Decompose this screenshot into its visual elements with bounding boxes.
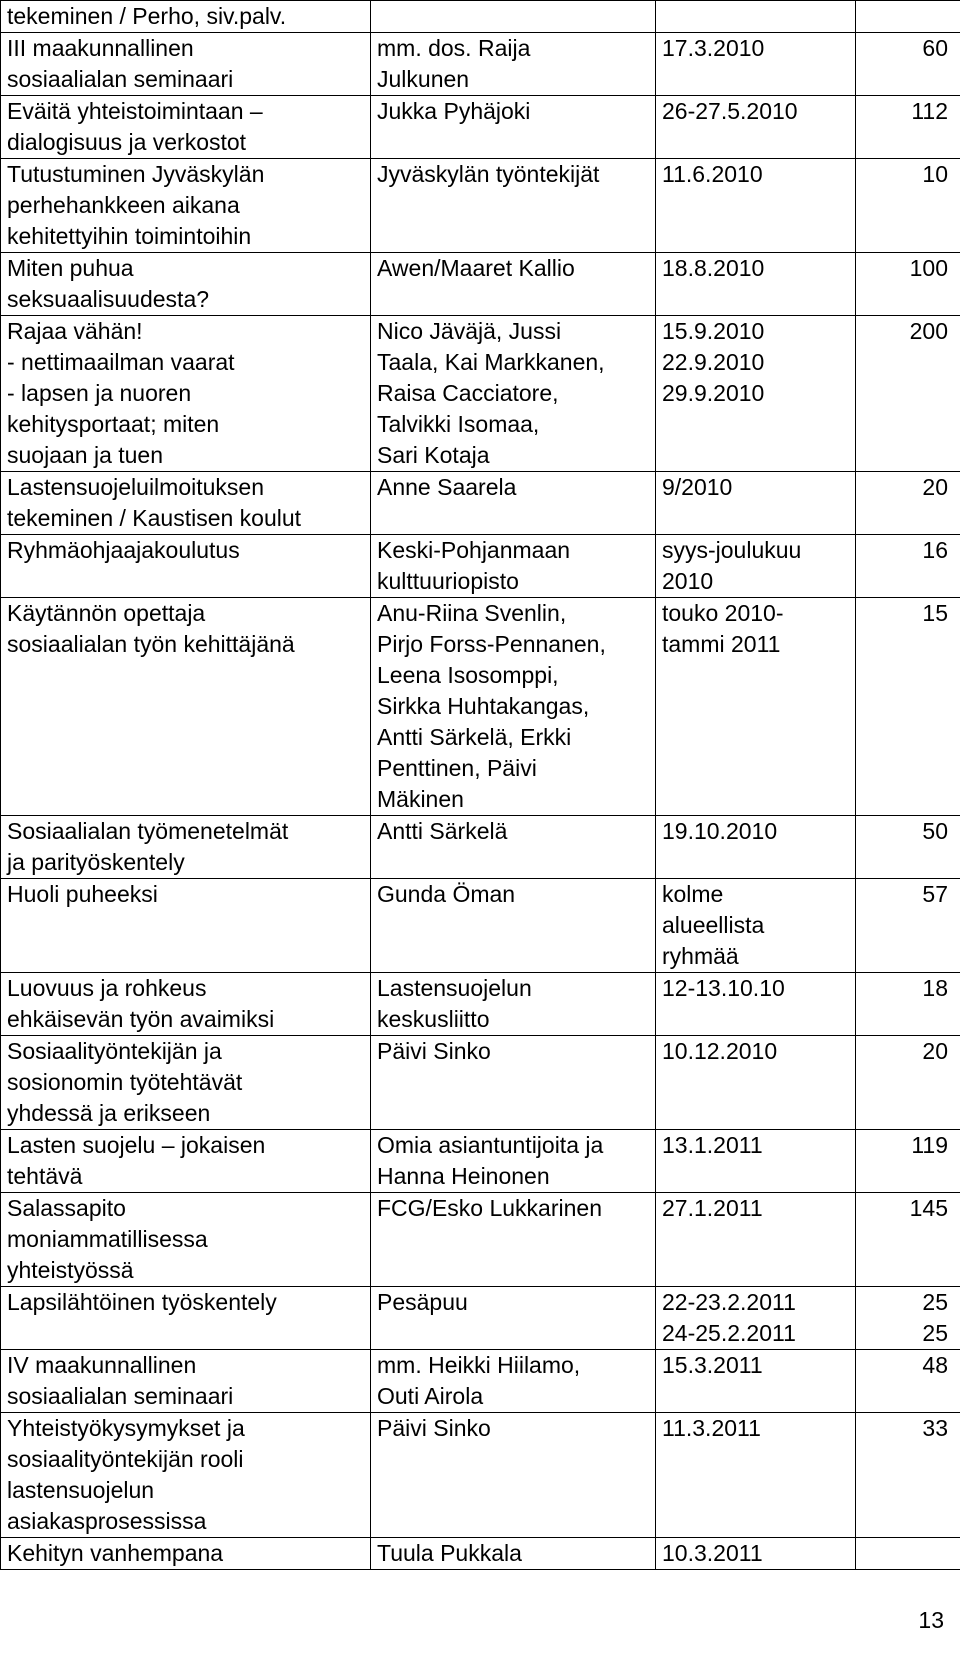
date-cell: 22-23.2.2011 24-25.2.2011 [656, 1287, 856, 1350]
presenter-cell: mm. Heikki Hiilamo, Outi Airola [371, 1350, 656, 1413]
participants-cell: 119 [856, 1130, 960, 1193]
topic-cell: Luovuus ja rohkeus ehkäisevän työn avaimiksi [1, 973, 371, 1036]
date-cell: 17.3.2010 [656, 33, 856, 96]
date-cell: 11.6.2010 [656, 159, 856, 253]
topic-cell: Huoli puheeksi [1, 879, 371, 973]
participants-cell [856, 1, 960, 33]
participants-cell [856, 1538, 960, 1570]
date-cell: 15.9.2010 22.9.2010 29.9.2010 [656, 316, 856, 472]
date-cell: syys-joulukuu 2010 [656, 535, 856, 598]
table-row [1, 253, 960, 316]
participants-cell: 20 [856, 472, 960, 535]
table-row [1, 1350, 960, 1413]
presenter-cell: Nico Jäväjä, Jussi Taala, Kai Markkanen, Raisa Cacciatore, Talvikki Isomaa, Sari Kotaja [371, 316, 656, 472]
date-cell: 18.8.2010 [656, 253, 856, 316]
participants-cell: 48 [856, 1350, 960, 1413]
topic-cell: Miten puhua seksuaalisuudesta? [1, 253, 371, 316]
table-row [1, 1130, 960, 1193]
date-cell: touko 2010- tammi 2011 [656, 598, 856, 816]
table-row [1, 816, 960, 879]
presenter-cell: mm. dos. Raija Julkunen [371, 33, 656, 96]
table-row [1, 316, 960, 472]
topic-cell: Käytännön opettaja sosiaalialan työn kehittäjänä [1, 598, 371, 816]
date-cell: kolme alueellista ryhmää [656, 879, 856, 973]
topic-cell: Ryhmäohjaajakoulutus [1, 535, 371, 598]
participants-cell: 20 [856, 1036, 960, 1130]
table-row [1, 33, 960, 96]
table-row [1, 1287, 960, 1350]
participants-cell: 100 [856, 253, 960, 316]
presenter-cell: Päivi Sinko [371, 1413, 656, 1538]
date-cell: 9/2010 [656, 472, 856, 535]
presenter-cell: Tuula Pukkala [371, 1538, 656, 1570]
presenter-cell: Gunda Öman [371, 879, 656, 973]
topic-cell: Eväitä yhteistoimintaan – dialogisuus ja verkostot [1, 96, 371, 159]
participants-cell: 15 [856, 598, 960, 816]
date-cell [656, 1, 856, 33]
presenter-cell: Antti Särkelä [371, 816, 656, 879]
topic-cell: Yhteistyökysymykset ja sosiaalityöntekijän rooli lastensuojelun asiakasprosessissa [1, 1413, 371, 1538]
topic-cell: tekeminen / Perho, siv.palv. [1, 1, 371, 33]
presenter-cell: Keski-Pohjanmaan kulttuuriopisto [371, 535, 656, 598]
presenter-cell: Jukka Pyhäjoki [371, 96, 656, 159]
participants-cell: 60 [856, 33, 960, 96]
participants-cell: 18 [856, 973, 960, 1036]
presenter-cell: FCG/Esko Lukkarinen [371, 1193, 656, 1287]
presenter-cell: Awen/Maaret Kallio [371, 253, 656, 316]
presenter-cell: Anu-Riina Svenlin, Pirjo Forss-Pennanen, Leena Isosomppi, Sirkka Huhtakangas, Antti Särkelä, Erkki Penttinen, Päivi Mäkinen [371, 598, 656, 816]
table-row [1, 1, 960, 33]
topic-cell: Lastensuojeluilmoituksen tekeminen / Kaustisen koulut [1, 472, 371, 535]
page-number: 13 [918, 1607, 944, 1633]
table-row [1, 598, 960, 816]
date-cell: 19.10.2010 [656, 816, 856, 879]
presenter-cell: Lastensuojelun keskusliitto [371, 973, 656, 1036]
presenter-cell: Omia asiantuntijoita ja Hanna Heinonen [371, 1130, 656, 1193]
table-row [1, 159, 960, 253]
table-row [1, 1538, 960, 1570]
participants-cell: 145 [856, 1193, 960, 1287]
table-row [1, 1036, 960, 1130]
date-cell: 10.3.2011 [656, 1538, 856, 1570]
table-row [1, 96, 960, 159]
topic-cell: Rajaa vähän! - nettimaailman vaarat - lapsen ja nuoren kehitysportaat; miten suojaan ja tuen [1, 316, 371, 472]
topic-cell: Salassapito moniammatillisessa yhteistyössä [1, 1193, 371, 1287]
presenter-cell: Jyväskylän työntekijät [371, 159, 656, 253]
table-row [1, 1413, 960, 1538]
date-cell: 27.1.2011 [656, 1193, 856, 1287]
table-row [1, 535, 960, 598]
participants-cell: 16 [856, 535, 960, 598]
topic-cell: IV maakunnallinen sosiaalialan seminaari [1, 1350, 371, 1413]
date-cell: 11.3.2011 [656, 1413, 856, 1538]
participants-cell: 33 [856, 1413, 960, 1538]
table-row [1, 973, 960, 1036]
participants-cell: 200 [856, 316, 960, 472]
date-cell: 10.12.2010 [656, 1036, 856, 1130]
date-cell: 26-27.5.2010 [656, 96, 856, 159]
participants-cell: 57 [856, 879, 960, 973]
participants-cell: 25 25 [856, 1287, 960, 1350]
topic-cell: Sosiaalialan työmenetelmät ja parityöskentely [1, 816, 371, 879]
topic-cell: Sosiaalityöntekijän ja sosionomin työtehtävät yhdessä ja erikseen [1, 1036, 371, 1130]
participants-cell: 10 [856, 159, 960, 253]
topic-cell: Tutustuminen Jyväskylän perhehankkeen aikana kehitettyihin toimintoihin [1, 159, 371, 253]
date-cell: 13.1.2011 [656, 1130, 856, 1193]
table-row [1, 472, 960, 535]
table-row [1, 1193, 960, 1287]
participants-cell: 50 [856, 816, 960, 879]
table-body [1, 1, 960, 1570]
date-cell: 12-13.10.10 [656, 973, 856, 1036]
presenter-cell: Päivi Sinko [371, 1036, 656, 1130]
topic-cell: III maakunnallinen sosiaalialan seminaari [1, 33, 371, 96]
presenter-cell: Pesäpuu [371, 1287, 656, 1350]
topic-cell: Lapsilähtöinen työskentely [1, 1287, 371, 1350]
presenter-cell: Anne Saarela [371, 472, 656, 535]
date-cell: 15.3.2011 [656, 1350, 856, 1413]
presenter-cell [371, 1, 656, 33]
participants-cell: 112 [856, 96, 960, 159]
table-row [1, 879, 960, 973]
topic-cell: Lasten suojelu – jokaisen tehtävä [1, 1130, 371, 1193]
topic-cell: Kehityn vanhempana [1, 1538, 371, 1570]
